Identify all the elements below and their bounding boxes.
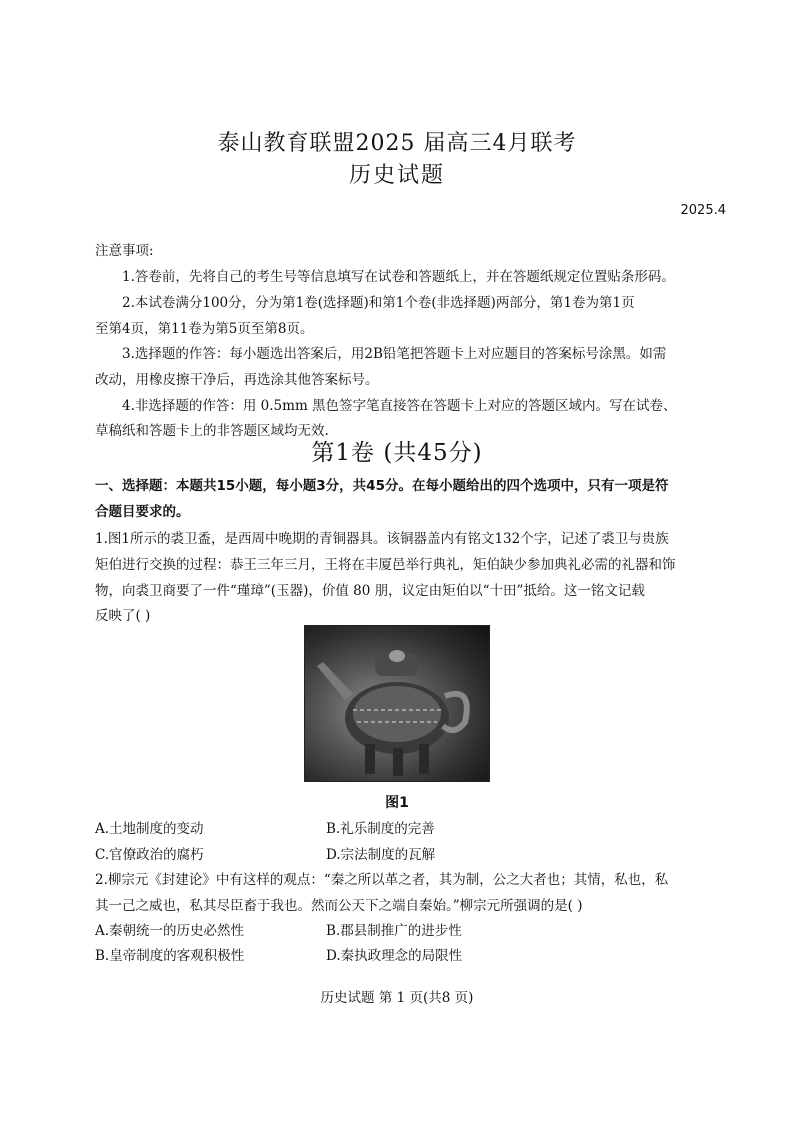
question-1-text: 反映了( ) xyxy=(95,608,151,624)
notice-line: 改动，用橡皮擦干净后，再选涂其他答案标号。 xyxy=(95,372,379,388)
bronze-vessel-image xyxy=(305,626,489,781)
q1-option-c[interactable]: C.官僚政治的腐朽 xyxy=(95,847,204,863)
exam-date: 2025.4 xyxy=(680,203,726,218)
notice-line: 至第4页，第11卷为第5页至第8页。 xyxy=(95,321,314,337)
notice-line: 3.选择题的作答：每小题选出答案后，用2B铅笔把答题卡上对应题目的答案标号涂黑。如需 xyxy=(122,346,667,362)
notice-heading: 注意事项: xyxy=(95,243,154,259)
section-instruction: 一、选择题：本题共15小题，每小题3分，共45分。在每小题给出的四个选项中，只有一项是符 xyxy=(95,478,669,494)
page-footer: 历史试题 第 1 页(共8 页) xyxy=(320,990,474,1006)
question-2-text: 2.柳宗元《封建论》中有这样的观点：“秦之所以革之者，其为制，公之大者也；其情，私也，私 xyxy=(95,872,669,888)
question-1-text: 物，向裘卫商要了一件“瑾璋”(玉器)，价值 80 朋，议定由矩伯以“十田”抵给。这一铭文记载 xyxy=(95,583,645,599)
exam-title: 泰山教育联盟2025 届高三4月联考 xyxy=(217,131,577,156)
notice-line: 1.答卷前，先将自己的考生号等信息填写在试卷和答题纸上，并在答题纸规定位置贴条形码。 xyxy=(122,269,675,285)
bronze-vessel-photo xyxy=(304,625,490,782)
question-1-text: 矩伯进行交换的过程：恭王三年三月，王将在丰厦邑举行典礼，矩伯缺少参加典礼必需的礼器和饰 xyxy=(95,557,676,573)
section-title: 第1卷 (共45分) xyxy=(311,440,483,466)
q2-option-c[interactable]: B.皇帝制度的客观积极性 xyxy=(95,948,245,964)
exam-subject: 历史试题 xyxy=(348,163,445,188)
q2-option-d[interactable]: D.秦执政理念的局限性 xyxy=(326,948,463,964)
question-2-text: 其一己之威也，私其尽臣畜于我也。然而公天下之端自秦始。”柳宗元所强调的是( ) xyxy=(95,898,583,914)
q2-option-a[interactable]: A.秦朝统一的历史必然性 xyxy=(95,923,245,939)
q1-option-a[interactable]: A.土地制度的变动 xyxy=(95,821,204,837)
q2-option-b[interactable]: B.郡县制推广的进步性 xyxy=(326,923,462,939)
section-instruction: 合题目要求的。 xyxy=(95,504,190,520)
figure-caption: 图1 xyxy=(385,795,409,811)
notice-line: 2.本试卷满分100分，分为第1卷(选择题)和第1个卷(非选择题)两部分，第1卷为第1页 xyxy=(122,295,635,311)
notice-line: 4.非选择题的作答：用 0.5mm 黑色签字笔直接答在答题卡上对应的答题区域内。写在试卷、 xyxy=(122,398,677,414)
q1-option-b[interactable]: B.礼乐制度的完善 xyxy=(326,821,435,837)
q1-option-d[interactable]: D.宗法制度的瓦解 xyxy=(326,847,436,863)
notice-line: 草稿纸和答题卡上的非答题区域均无效. xyxy=(95,423,329,439)
question-1-text: 1.图1所示的裘卫盉，是西周中晚期的青铜器具。该铜器盖内有铭文132个字，记述了裘卫与贵族 xyxy=(95,531,669,547)
